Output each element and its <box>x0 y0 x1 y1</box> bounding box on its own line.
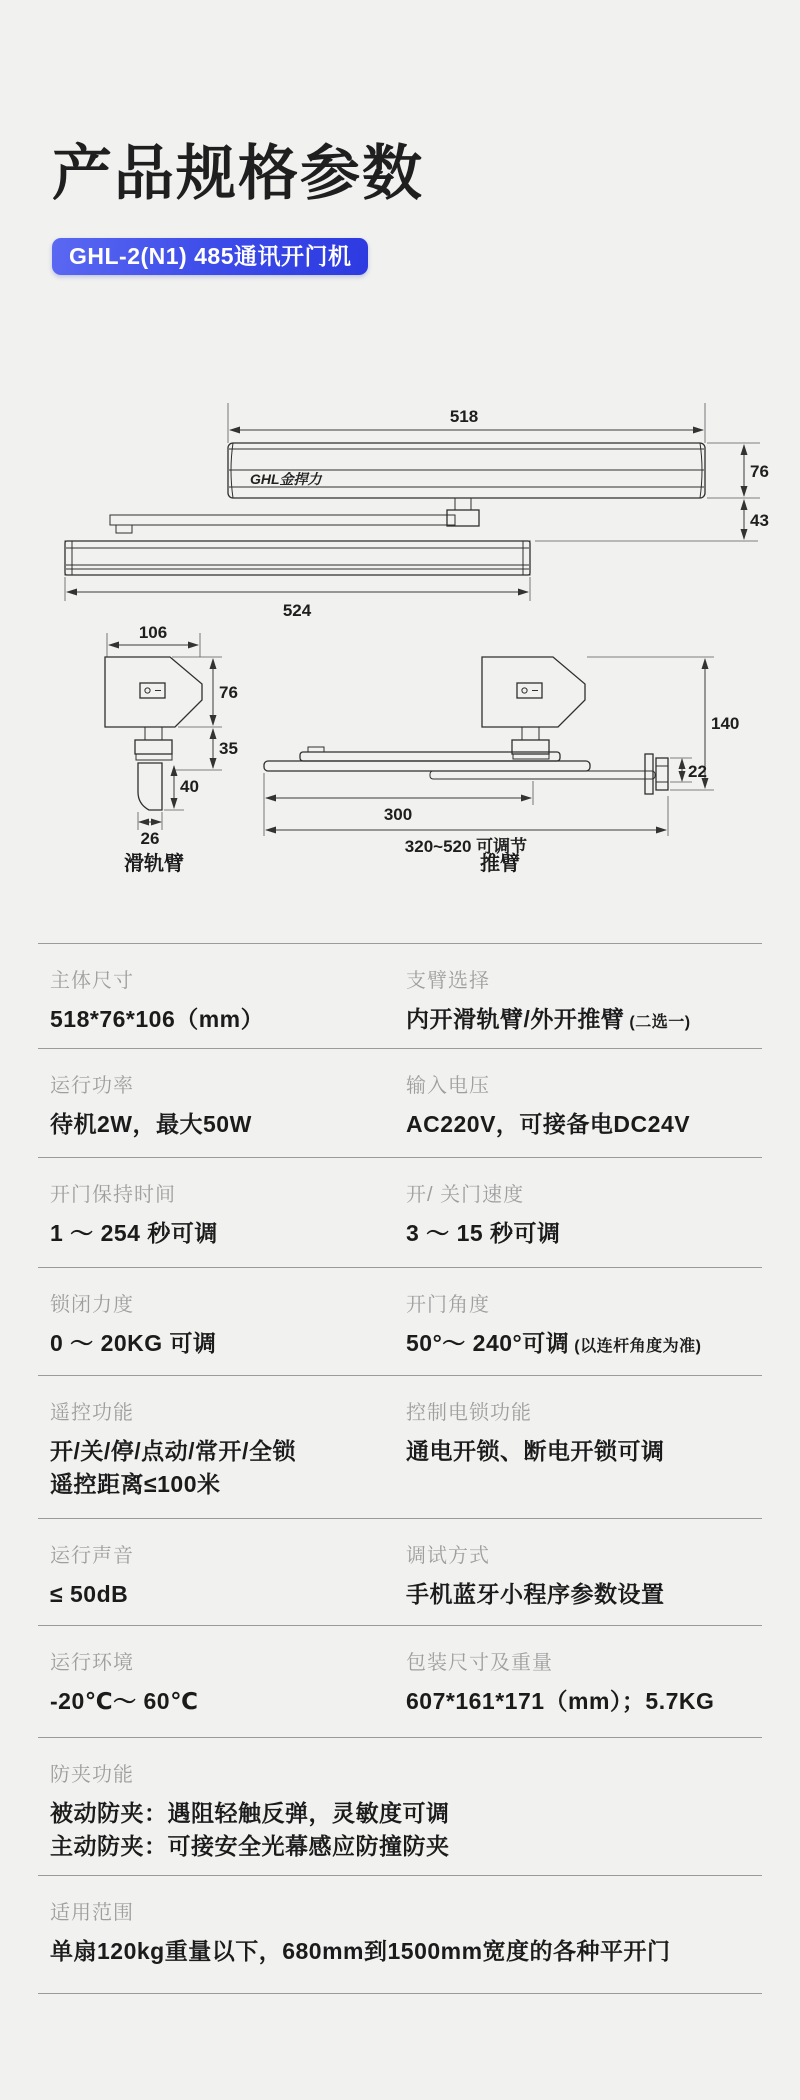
spec-label: 调试方式 <box>406 1545 490 1567</box>
spec-table <box>38 943 762 1994</box>
dim-26: 26 <box>140 829 160 848</box>
dim-35: 35 <box>219 739 238 758</box>
spec-label: 主体尺寸 <box>50 970 134 992</box>
dim-43-group <box>535 500 769 541</box>
overview-technical-drawing <box>0 285 800 625</box>
switch-icon <box>140 683 165 698</box>
spec-label: 适用范围 <box>50 1902 134 1924</box>
spec-label: 运行声音 <box>50 1545 134 1567</box>
spec-label: 运行环境 <box>50 1652 134 1674</box>
spec-row-environment-package <box>38 1625 762 1737</box>
spec-value: 50°～ 240°可调 (以连杆角度为准) <box>406 1330 702 1356</box>
spec-cell <box>406 1288 762 1375</box>
spec-value: 待机2W，最大50W <box>50 1111 252 1137</box>
slide-shoe <box>138 763 162 810</box>
spec-cell <box>50 1646 406 1737</box>
dim-arm-76: 76 <box>219 683 238 702</box>
spec-value: 内开滑轨臂/外开推臂 (二选一) <box>406 1006 691 1032</box>
spec-value: 607*161*171（mm）；5.7KG <box>406 1688 715 1714</box>
dim-140: 140 <box>711 714 740 733</box>
spec-row-holdtime-speed <box>38 1157 762 1267</box>
spec-note: (以连杆角度为准) <box>574 1338 702 1355</box>
slide-rail <box>65 541 530 575</box>
spec-cell <box>50 1539 406 1625</box>
connector-arm <box>110 498 479 533</box>
spec-value: 3 ～ 15 秒可调 <box>406 1220 561 1246</box>
spec-label: 开门保持时间 <box>50 1184 176 1206</box>
spec-label: 支臂选择 <box>406 970 490 992</box>
spec-value: -20℃～ 60℃ <box>50 1688 199 1714</box>
spec-note: (二选一) <box>629 1014 691 1031</box>
spec-row-application <box>38 1875 762 1993</box>
spec-cell <box>50 1178 406 1267</box>
spec-value: 0 ～ 20KG 可调 <box>50 1330 217 1356</box>
spec-cell <box>50 1288 406 1375</box>
slide-arm-label: 滑轨臂 <box>124 853 184 875</box>
spec-cell <box>50 1396 406 1518</box>
slide-arm-drawing <box>105 623 238 875</box>
spec-cell <box>50 1069 406 1157</box>
spec-row-size-arm <box>38 943 762 1048</box>
spec-label: 遥控功能 <box>50 1402 134 1424</box>
spec-value: 手机蓝牙小程序参数设置 <box>406 1581 665 1607</box>
dim-524: 524 <box>282 601 312 620</box>
dim-524-group <box>65 577 530 620</box>
brand-logo: GHL金捍力 <box>250 471 322 487</box>
dim-76-group <box>707 443 769 498</box>
arms-technical-drawing <box>0 620 800 880</box>
dim-518: 518 <box>449 407 479 426</box>
spec-label: 输入电压 <box>406 1075 490 1097</box>
push-arm-body <box>482 657 585 727</box>
spec-row-remote-lock <box>38 1375 762 1518</box>
spec-cell <box>50 964 406 1048</box>
spec-cell <box>406 1396 762 1518</box>
model-badge: GHL-2(N1) 485通讯开门机 <box>52 238 368 275</box>
push-arm-label: 推臂 <box>480 853 520 875</box>
spec-cell <box>406 1178 762 1267</box>
slide-arm-body <box>105 657 202 727</box>
spec-row-noise-debug <box>38 1518 762 1625</box>
spec-value: 518*76*106（mm） <box>50 1006 265 1032</box>
spec-value: 1 ～ 254 秒可调 <box>50 1220 218 1246</box>
spec-label: 锁闭力度 <box>50 1294 134 1316</box>
spec-value: 被动防夹：遇阻轻触反弹，灵敏度可调 主动防夹：可接安全光幕感应防撞防夹 <box>50 1800 450 1860</box>
spec-value: 通电开锁、断电开锁可调 <box>406 1438 665 1464</box>
spec-cell <box>406 1646 762 1737</box>
spec-cell <box>406 1539 762 1625</box>
dim-22: 22 <box>688 762 707 781</box>
spec-label: 控制电锁功能 <box>406 1402 532 1424</box>
spec-row-antipinch <box>38 1737 762 1875</box>
dim-range: 320~520 可调节 <box>404 837 528 856</box>
spec-row-lockforce-angle <box>38 1267 762 1375</box>
push-arm-drawing <box>264 657 739 875</box>
operator-body <box>228 443 705 498</box>
spec-label: 开门角度 <box>406 1294 490 1316</box>
spec-label: 开/ 关门速度 <box>406 1184 525 1206</box>
spec-label: 运行功率 <box>50 1075 134 1097</box>
switch-icon <box>517 683 542 698</box>
spec-label: 包装尺寸及重量 <box>406 1652 553 1674</box>
dim-106: 106 <box>138 623 168 642</box>
spec-cell <box>406 964 762 1048</box>
dim-43: 43 <box>750 511 769 530</box>
spec-label: 防夹功能 <box>50 1764 134 1786</box>
dim-518-group <box>228 403 705 443</box>
dim-300: 300 <box>383 805 413 824</box>
dim-40: 40 <box>180 777 199 796</box>
spec-value: 开/关/停/点动/常开/全锁 遥控距离≤100米 <box>50 1438 296 1498</box>
spec-cell <box>406 1069 762 1157</box>
spec-value: 单扇120kg重量以下，680mm到1500mm宽度的各种平开门 <box>50 1938 671 1964</box>
spec-value: ≤ 50dB <box>50 1581 129 1607</box>
spec-value: AC220V，可接备电DC24V <box>406 1111 691 1137</box>
spec-row-power-voltage <box>38 1048 762 1157</box>
dim-76: 76 <box>750 462 769 481</box>
page-title: 产品规格参数 <box>52 140 424 207</box>
